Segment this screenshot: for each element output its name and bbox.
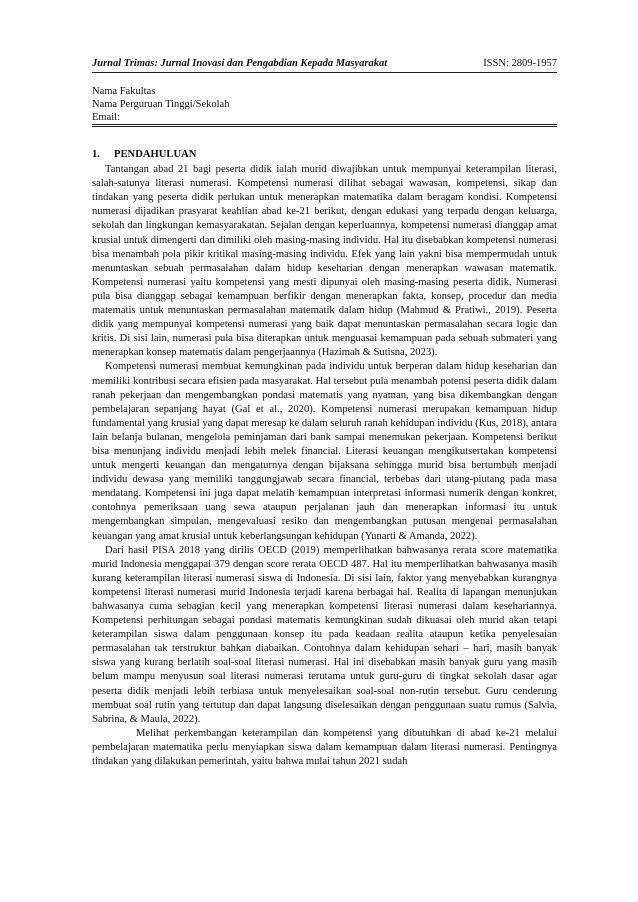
journal-title: Jurnal Trimas: Jurnal Inovasi dan Pengabdian Kepada Masyarakat: [92, 58, 388, 69]
faculty-name: Nama Fakultas: [92, 86, 156, 97]
paragraph-3: Dari hasil PISA 2018 yang dirilis OECD (2019) memperlihatkan bahwasanya rerata score matematika murid Indonesia menggapai 379 dengan score rerata OECD 487. Hal itu memperlihatkan bahwasanya masih kurang keterampilan literasi numerasi siswa di Indonesia. Di sisi lain, faktor yang menyebabkan kurangnya kompetensi literasi numerasi murid Indonesia terjadi karena berbagai hal. Realita di lapangan menunjukan bahwasanya cuma sebagian kecil yang menerapkan kompetensi literasi numerasi dalam kesehariannya. Kompetensi perhitungan sebagai pondasi matematis kemungkinan sudah dikuasai oleh murid akan tetapi keterampilan siswa dalam penggunaan konsep itu pada keadaan realita ataupun ketika penyelesaian permasalahan tak terstruktur bahkan diabaikan. Contohnya dalam kehidupan sehari – hari, masih banyak siswa yang kurang berlatih soal-soal literasi numerasi. Hal ini disebabkan masih banyak guru yang masih belum mampu menyusun soal literasi numerasi terutama untuk guru-guru di tingkat sekolah dasar agar peserta didik menjadi lebih terbiasa untuk menyelesaikan soal-soal non-rutin tersebut. Guru cenderung membuat soal rutin yang tertutup dan dapat langsung diselesaikan dengan penggunaan suatu rumus (Salvia, Sabrina, & Maula, 2022).: [92, 544, 557, 725]
paragraph-2: Kompetensi numerasi membuat kemungkinan pada individu untuk berperan dalam hidup keseharian dan memiliki kontribusi secara efisien pada masyarakat. Hal tersebut pula menambah potensi peserta didik dalam ranah pekerjaan dan mengembangkan pondasi matematis yang nyaman, yang bisa dikembangkan dengan pembelajaran sepanjang hayat (Gal et al., 2020). Kompetensi numerasi merupakan kemampuan hidup fundamental yang krusial yang dapat meresap ke dalam seluruh ranah kehidupan individu (Kus, 2018), antara lain belanja bulanan, mengelola peminjaman dari bank sampai menemukan pekerjaan. Kompetensi berikut bisa menunjang individu menjadi lebih melek financial. Literasi keuangan mengikutsertakan kompetensi untuk mengerti keuangan dan mengaturnya dengan bijaksana sehingga murid bisa bertumbuh menjadi individu dewasa yang memiliki tanggungjawab secara financial, terbebas dari utang-piutang pada masa mendatang. Kompetensi ini juga dapat melatih kemampuan interpretasi informasi numerik dengan konkret, contohnya pemeriksaan uang sewa ataupun perjalanan jauh dan menerapkan informasi itu untuk mengembangkan simpulan, mengevaluasi resiko dan mengembangkan putusan mengenai permasalahan keuangan yang amat krusial untuk keberlangsungan kehidupan (Yunarti & Amanda, 2022).: [92, 361, 557, 542]
header-rule: [92, 72, 557, 73]
section-number: 1.: [92, 149, 100, 160]
section-title: PENDAHULUAN: [114, 149, 197, 160]
body-content: [92, 148, 557, 769]
issn-label: ISSN: 2809-1957: [483, 58, 557, 69]
paragraph-4: Melihat perkembangan keterampilan dan kompetensi yang dibutuhkan di abad ke-21 melalui pembelajaran matematika perlu menyiapkan siswa dalam kemampuan dalam literasi numerasi. Pentingnya tindakan yang dilakukan pemerintah, yaitu bahwa mulai tahun 2021 sudah: [92, 727, 557, 768]
institution-name: Nama Perguruan Tinggi/Sekolah: [92, 99, 230, 110]
running-header: [92, 58, 557, 69]
section-heading: [92, 148, 557, 162]
affiliation-divider: [92, 124, 557, 127]
email-label: Email:: [92, 112, 120, 123]
affiliation-block: [92, 85, 229, 124]
paragraph-1: Tantangan abad 21 bagi peserta didik ialah murid diwajibkan untuk mempunyai keterampilan literasi, salah-satunya literasi numerasi. Kompetensi numerasi dilihat sebagai wawasan, kompetensi, sikap dan tindakan yang peserta didik perlukan untuk menerapkan matematika dalam beragam kondisi. Kompetensi numerasi dijadikan prasyarat keahlian abad ke-21 berikut, dengan edukasi yang terpadu dengan keluarga, sekolah dan lingkungan kemasyarakatan. Sejalan dengan keperluannya, kompetensi numerasi dianggap amat krusial untuk dimengerti dan dimiliki oleh masing-masing individu. Hal itu disebabkan kompetensi numerasi bisa menambah pola pikir kritikal masing-masing individu. Efek yang lain yakni bisa mempermudah untuk menuntaskan sebuah permasalahan dalam hidup keseharian dengan menerapkan wawasan matematik. Kompetensi numerasi yaitu kompetensi yang mesti dipunyai oleh masing-masing peserta didik. Numerasi pula bisa dianggap sebagai kemampuan berfikir dengan menerapkan fakta, konsep, procedur dan media matematis untuk menuntaskan permasalahan matematik dalam hidup (Mahmud & Pratiwi., 2019). Peserta didik yang mempunyai kompetensi numerasi yang baik dapat menuntaskan permasalahan secara logic dan kritis. Di sisi lain, numerasi pula bisa diterapkan untuk menguasai kemampuan pada sebuah submateri yang menerapkan konsep matematis dalam pengerjaannya (Hazimah & Sutisna, 2023).: [92, 164, 557, 359]
